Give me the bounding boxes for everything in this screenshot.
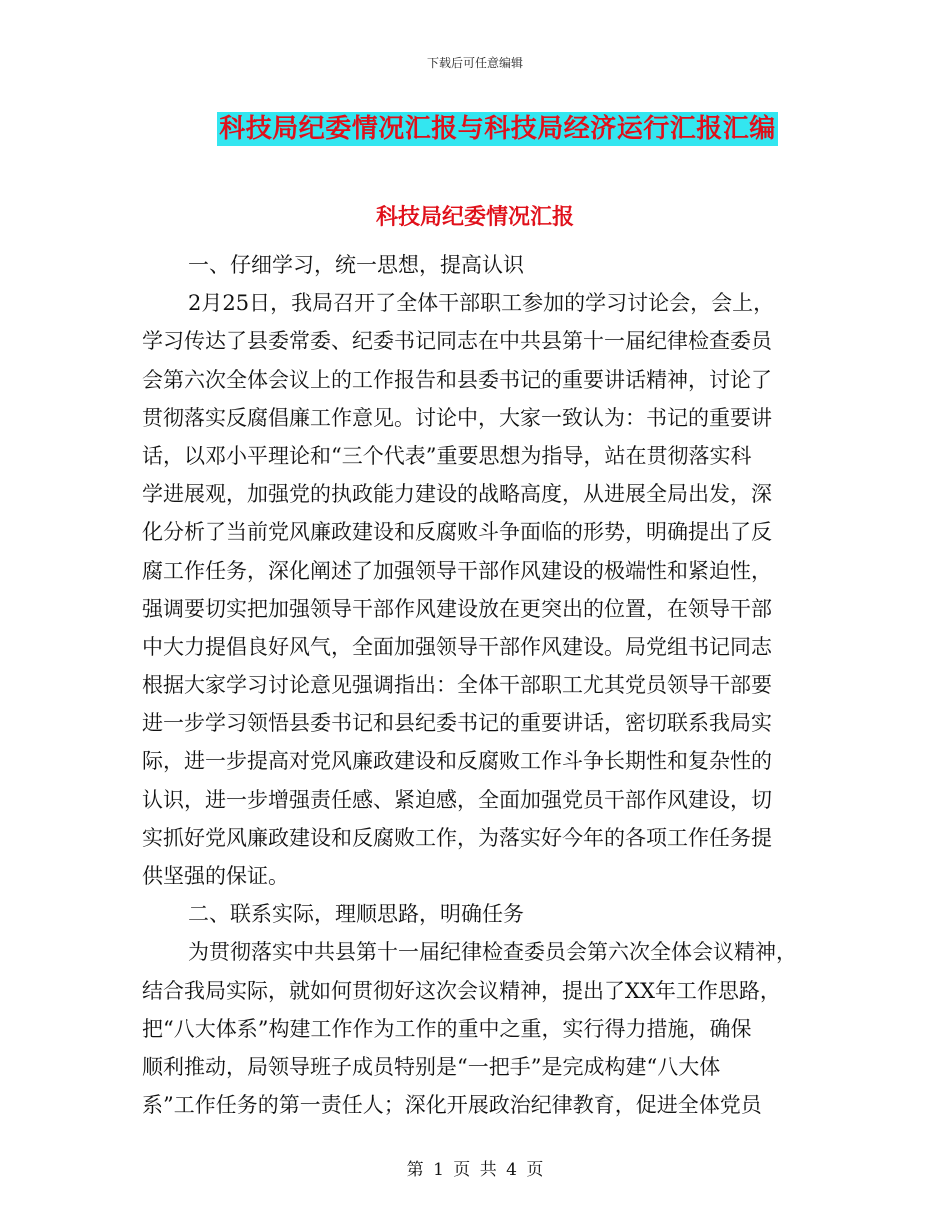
heading-line-2: 二、联系实际，理顺思路，明确任务 [188,902,524,927]
paragraph-line: 强调要切实把加强领导干部作风建设放在更突出的位置，在领导干部 [142,596,772,621]
paragraph-line: 学习传达了县委常委、纪委书记同志在中共县第十一届纪律检查委员 [142,329,772,354]
heading-line-1: 一、仔细学习，统一思想，提高认识 [188,253,524,277]
paragraph-line: 化分析了当前党风廉政建设和反腐败斗争面临的形势，明确提出了反 [142,520,772,545]
section-title: 科技局纪委情况汇报 [375,205,574,230]
page-number-footer: 第 1 页 共 4 页 [406,1160,544,1180]
paragraph-line: 供坚强的保证。 [142,864,289,888]
paragraph-line: 2月25日，我局召开了全体干部职工参加的学习讨论会，会上， [188,291,775,316]
paragraph-line: 际，进一步提高对党风廉政建设和反腐败工作斗争长期性和复杂性的 [142,749,772,774]
header-note: 下载后可任意编辑 [426,56,523,70]
paragraph-line: 顺利推动，局领导班子成员特别是“一把手”是完成构建“八大体 [142,1054,721,1079]
body-text [142,246,807,1124]
paragraph-line: 贯彻落实反腐倡廉工作意见。讨论中，大家一致认为：书记的重要讲 [142,405,772,430]
main-title: 科技局纪委情况汇报与科技局经济运行汇报汇编 [219,114,776,144]
main-title-wrap [0,112,950,146]
paragraph-line: 进一步学习领悟县委书记和县纪委书记的重要讲话，密切联系我局实 [142,711,772,736]
paragraph-line: 会第六次全体会议上的工作报告和县委书记的重要讲话精神，讨论了 [142,367,772,392]
paragraph-line: 实抓好党风廉政建设和反腐败工作，为落实好今年的各项工作任务提 [142,825,772,850]
paragraph-line: 结合我局实际，就如何贯彻好这次会议精神，提出了XX年工作思路， [142,978,781,1003]
paragraph-line: 系”工作任务的第一责任人；深化开展政治纪律教育，促进全体党员 [142,1093,762,1118]
paragraph-line: 为贯彻落实中共县第十一届纪律检查委员会第六次全体会议精神， [188,940,797,965]
paragraph-line: 话，以邓小平理论和“三个代表”重要思想为指导，站在贯彻落实科 [142,443,752,468]
paragraph-line: 学进展观，加强党的执政能力建设的战略高度，从进展全局出发，深 [142,482,772,507]
paragraph-line: 根据大家学习讨论意见强调指出：全体干部职工尤其党员领导干部要 [142,673,772,698]
paragraph-line: 中大力提倡良好风气，全面加强领导干部作风建设。局党组书记同志 [142,634,772,659]
paragraph-line: 认识，进一步增强责任感、紧迫感，全面加强党员干部作风建设，切 [142,787,772,812]
paragraph-line: 腐工作任务，深化阐述了加强领导干部作风建设的极端性和紧迫性， [142,558,772,583]
paragraph-line: 把“八大体系”构建工作作为工作的重中之重，实行得力措施，确保 [142,1016,752,1041]
